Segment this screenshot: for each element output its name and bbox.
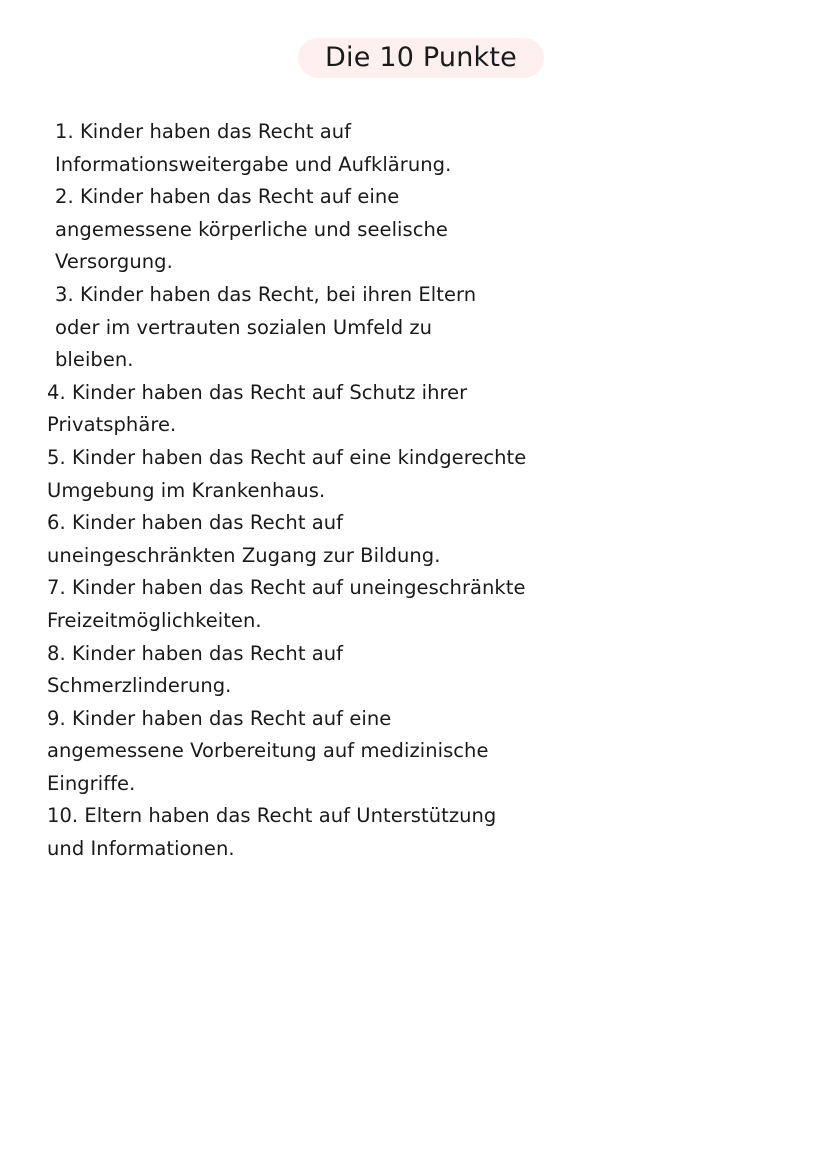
list-item-line: 5. Kinder haben das Recht auf eine kindgerechte [47, 445, 527, 469]
list-item-line: 10. Eltern haben das Recht auf Unterstützung [47, 804, 497, 828]
list-item-6 [0, 507, 828, 572]
list-item-line: 1. Kinder haben das Recht auf [55, 120, 352, 143]
list-item-8 [0, 638, 828, 703]
list-item-line: Informationsweitergabe und Aufklärung. [55, 152, 452, 176]
list-item-line: uneingeschränkten Zugang zur Bildung. [47, 543, 441, 567]
list-item-9 [0, 703, 828, 801]
list-item-line: 8. Kinder haben das Recht auf [47, 641, 344, 665]
list-item-line: Eingriffe. [47, 771, 136, 795]
list-item-line: und Informationen. [47, 837, 235, 861]
list-item-7 [0, 572, 828, 637]
list-item-line: 2. Kinder haben das Recht auf eine [55, 185, 400, 209]
list-item-line: 3. Kinder haben das Recht, bei ihren Eltern [55, 282, 477, 306]
page-title: Die 10 Punkte [325, 42, 517, 73]
list-item-line: Umgebung im Krankenhaus. [47, 478, 326, 502]
list-item-10 [0, 800, 828, 865]
list-item-3 [0, 279, 828, 377]
list-item-1 [0, 116, 828, 181]
list-item-line: Versorgung. [55, 250, 173, 274]
list-item-line: oder im vertrauten sozialen Umfeld zu [55, 315, 433, 339]
list-item-2 [0, 181, 828, 279]
list-item-line: angemessene Vorbereitung auf medizinische [47, 739, 489, 763]
list-item-line: 7. Kinder haben das Recht auf uneingeschränkte [47, 576, 526, 600]
rights-list [0, 116, 828, 866]
list-item-line: 4. Kinder haben das Recht auf Schutz ihrer [47, 380, 468, 404]
list-item-line: 9. Kinder haben das Recht auf eine [47, 706, 392, 730]
list-item-line: angemessene körperliche und seelische [55, 217, 448, 241]
list-item-line: Privatsphäre. [47, 413, 177, 437]
list-item-line: Schmerzlinderung. [47, 674, 232, 698]
list-item-line: 6. Kinder haben das Recht auf [47, 511, 344, 535]
list-item-line: bleiben. [55, 348, 134, 372]
list-item-4 [0, 377, 828, 442]
list-item-5 [0, 442, 828, 507]
list-item-line: Freizeitmöglichkeiten. [47, 608, 262, 632]
